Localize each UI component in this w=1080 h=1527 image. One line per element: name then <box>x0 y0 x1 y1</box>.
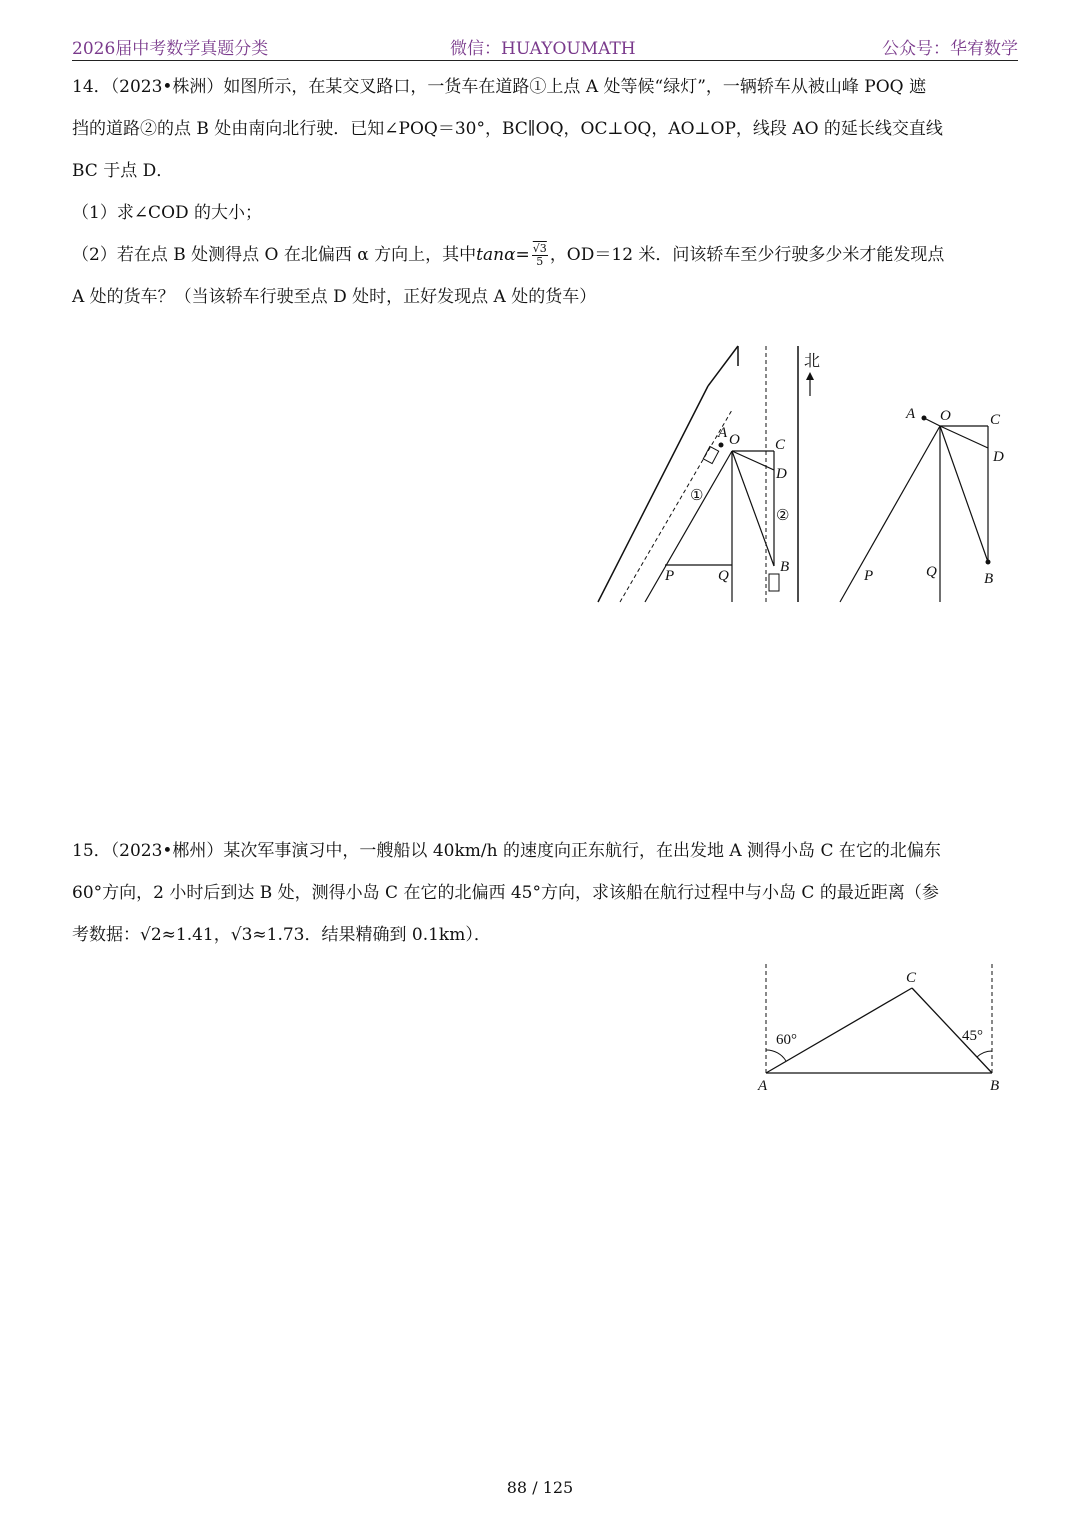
q14-line-5: A 处的货车？（当该轿车行驶至点 D 处时，正好发现点 A 处的货车） <box>72 287 597 307</box>
q15-line-3: 考数据：√2≈1.41，√3≈1.73．结果精确到 0.1km）． <box>72 925 491 945</box>
line-AO-right <box>924 418 940 426</box>
road2-label: ② <box>776 508 790 524</box>
page-number <box>0 1478 1080 1497</box>
line-OB-right <box>940 426 988 562</box>
header-wechat: 微信：HUAYOUMATH <box>450 39 636 59</box>
label-B-right: B <box>984 571 994 587</box>
label-B-left: B <box>780 559 790 575</box>
point-A <box>719 443 724 448</box>
fraction-numerator: √3 <box>532 242 547 255</box>
road1-label: ① <box>690 488 704 504</box>
angle-arc-B <box>977 1051 992 1057</box>
line-OP-right <box>840 426 940 602</box>
label-O-left: O <box>729 432 740 448</box>
car-icon <box>769 574 779 591</box>
tan-alpha: tanα= <box>476 245 530 265</box>
truck-icon <box>703 446 718 463</box>
angle-label-60: 60° <box>776 1032 797 1048</box>
q14-line-3: BC 于点 D． <box>72 161 174 181</box>
road1-outer-edge-top <box>708 346 738 386</box>
label-P-left: P <box>665 568 675 584</box>
label-C: C <box>906 970 917 986</box>
label-D-right: D <box>993 449 1004 465</box>
angle-label-45: 45° <box>962 1028 983 1044</box>
point-A-right <box>922 416 927 421</box>
label-B: B <box>990 1078 1000 1094</box>
figure-15 <box>752 960 1012 1095</box>
label-D-left: D <box>776 466 787 482</box>
q14-part-2-start: （2）若在点 B 处测得点 O 在北偏西 α 方向上，其中 <box>72 245 477 265</box>
header-series-title: 2026届中考数学真题分类 <box>72 39 269 59</box>
label-A-right: A <box>906 406 916 422</box>
tan-fraction <box>532 243 548 268</box>
road1-center-line <box>620 410 732 602</box>
page-current: 88 <box>506 1478 528 1497</box>
q15-line-1: 15．（2023•郴州）某次军事演习中，一艘船以 40km/h 的速度向正东航行，在出发地 A 测得小岛 C 在它的北偏东 <box>72 841 941 861</box>
q14-part-1: （1）求∠COD 的大小； <box>72 203 263 223</box>
q14-line-1: 14．（2023•株洲）如图所示，在某交叉路口，一货车在道路①上点 A 处等候“绿灯”，一辆轿车从被山峰 POQ 遮 <box>72 77 927 97</box>
q14-part-2 <box>72 234 1012 276</box>
question-14 <box>72 66 1012 318</box>
label-Q-left: Q <box>718 568 729 584</box>
q15-line-2: 60°方向，2 小时后到达 B 处，测得小岛 C 在它的北偏西 45°方向，求该船在航行过程中与小岛 C 的最近距离（参 <box>72 883 939 903</box>
page-total: 125 <box>542 1478 574 1497</box>
question-15 <box>72 830 1012 956</box>
line-OB <box>732 451 774 566</box>
header-official-account: 公众号：华宥数学 <box>882 39 1018 59</box>
fraction-denominator: 5 <box>536 255 544 268</box>
point-B-right <box>986 560 991 565</box>
label-A-left: A <box>718 425 728 441</box>
north-label: 北 <box>804 353 821 370</box>
label-A: A <box>758 1078 768 1094</box>
label-C-left: C <box>775 437 786 453</box>
page-separator: / <box>532 1478 538 1497</box>
label-O-right: O <box>940 408 951 424</box>
figure-14 <box>590 338 1020 610</box>
label-C-right: C <box>990 412 1001 428</box>
angle-arc-A <box>766 1050 786 1061</box>
q14-line-2: 挡的道路②的点 B 处由南向北行驶．已知∠POQ＝30°，BC∥OQ，OC⊥OQ，AO⊥OP，线段 AO 的延长线交直线 <box>72 119 943 139</box>
line-AC <box>766 988 912 1073</box>
q14-part-2-end: ，OD＝12 米．问该轿车至少行驶多少米才能发现点 <box>549 245 945 265</box>
label-P-right: P <box>864 568 874 584</box>
page-header <box>72 30 1018 61</box>
north-arrowhead-icon <box>806 372 814 380</box>
label-Q-right: Q <box>926 564 937 580</box>
